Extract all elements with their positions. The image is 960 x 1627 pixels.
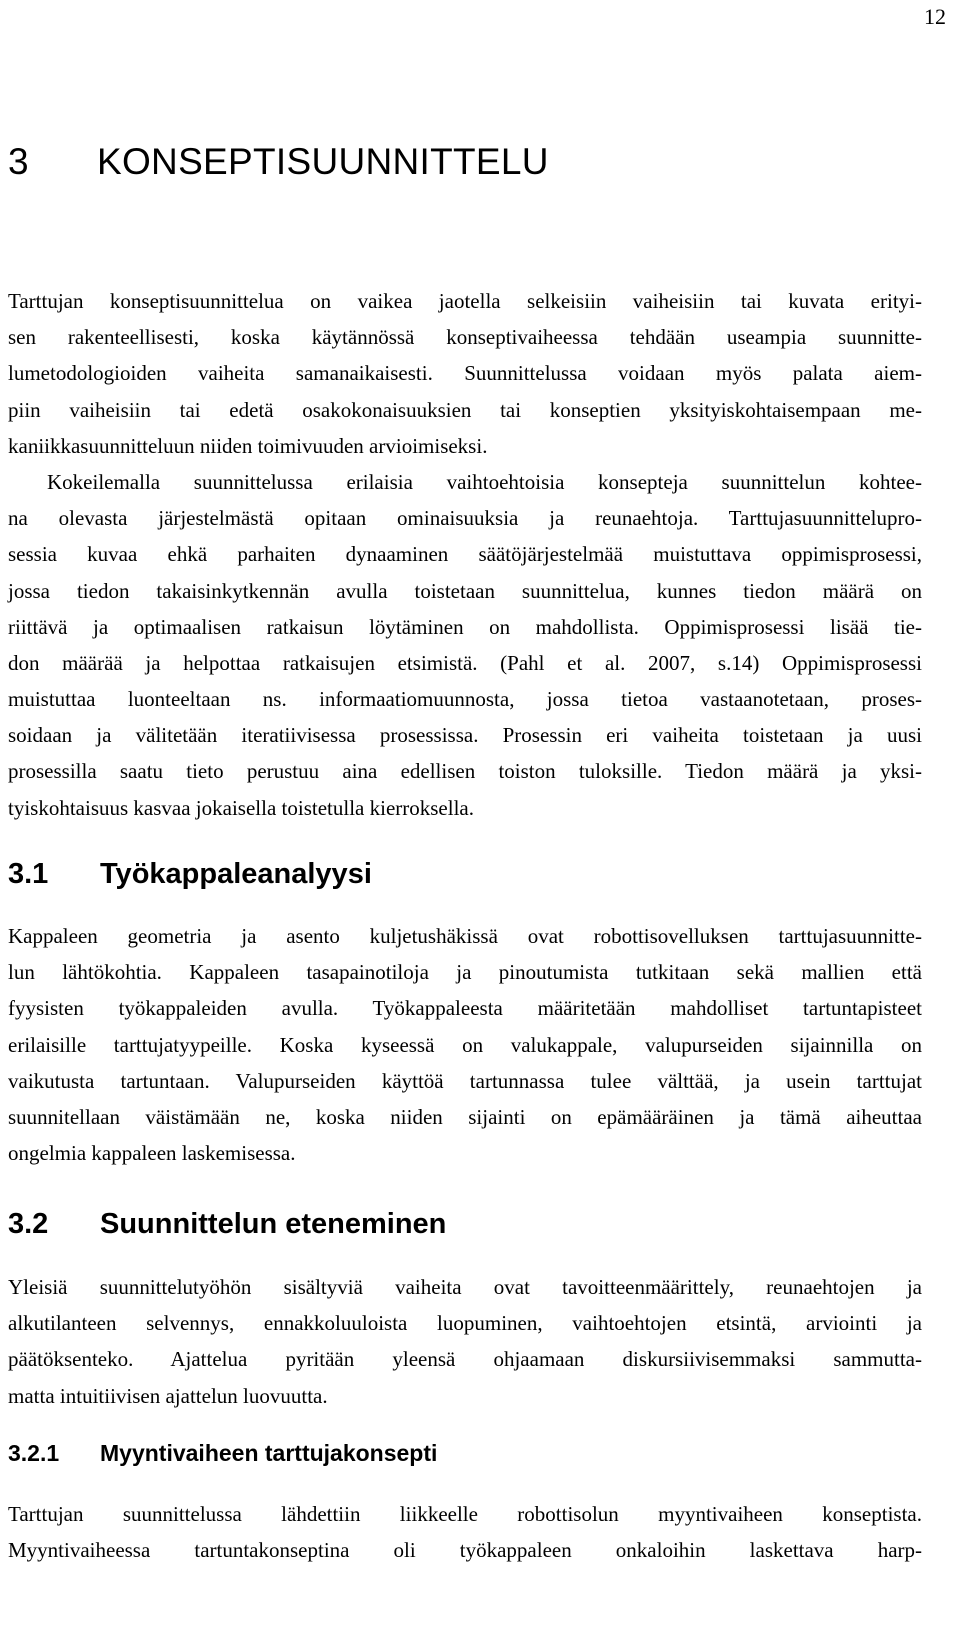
text-line: piin vaiheisiin tai edetä osakokonaisuuksien tai konseptien yksityiskohtaisempaan me-: [8, 397, 922, 422]
section-number: 3.2: [8, 1208, 49, 1240]
text-line: jossa tiedon takaisinkytkennän avulla toistetaan suunnittelua, kunnes tiedon määrä on: [8, 578, 922, 603]
text-line: muistuttaa luonteeltaan ns. informaatiomuunnosta, jossa tietoa vastaanotetaan, proses-: [8, 687, 922, 712]
text-line: alkutilanteen selvennys, ennakkoluuloista luopuminen, vaihtoehtojen etsintä, arviointi ja: [8, 1311, 922, 1336]
text-line: Myyntivaiheessa tartuntakonseptina oli työkappaleen onkaloihin laskettava harp-: [8, 1538, 922, 1563]
chapter-number: 3: [8, 141, 29, 182]
page-number: 12: [924, 4, 946, 29]
section-3-2-1-paragraph: [8, 1496, 922, 1568]
section-title: Suunnittelun eteneminen: [100, 1208, 447, 1240]
text-line: riittävä ja optimaalisen ratkaisun löytäminen on mahdollista. Oppimisprosessi lisää tie-: [8, 614, 922, 639]
intro-paragraph: [8, 283, 922, 826]
section-3-2-heading: [8, 1208, 446, 1241]
text-line: sen rakenteellisesti, koska käytännössä konseptivaiheessa tehdään useampia suunnitte-: [8, 325, 922, 350]
text-line: Kappaleen geometria ja asento kuljetushäkissä ovat robottisovelluksen tarttujasuunnitte-: [8, 924, 922, 948]
text-line: Tarttujan suunnittelussa lähdettiin liikkeelle robottisolun myyntivaiheen konseptista.: [8, 1502, 922, 1526]
section-number: 3.2.1: [8, 1440, 60, 1466]
text-line: fyysisten työkappaleiden avulla. Työkappaleesta määritetään mahdolliset tartuntapisteet: [8, 996, 922, 1021]
text-line: Kokeilemalla suunnittelussa erilaisia vaihtoehtoisia konsepteja suunnittelun kohtee-: [47, 469, 922, 494]
text-line: ongelmia kappaleen laskemisessa.: [8, 1141, 296, 1166]
section-3-1-heading: [8, 858, 372, 891]
text-line: prosessilla saatu tieto perustuu aina edellisen toiston tuloksille. Tiedon määrä ja yksi-: [8, 759, 922, 784]
section-title: Työkappaleanalyysi: [100, 858, 372, 890]
text-line: matta intuitiivisen ajattelun luovuutta.: [8, 1383, 328, 1408]
text-line: päätöksenteko. Ajattelua pyritään yleensä ohjaamaan diskursiivisemmaksi sammutta-: [8, 1347, 922, 1372]
text-line: soidaan ja välitetään iteratiivisessa prosessissa. Prosessin eri vaiheita toistetaan ja uusi: [8, 723, 922, 748]
section-3-2-1-heading: [8, 1440, 437, 1467]
text-line: Tarttujan konseptisuunnittelua on vaikea jaotella selkeisiin vaiheisiin tai kuvata erityi-: [8, 289, 922, 313]
chapter-title: KONSEPTISUUNNITTELU: [97, 141, 549, 182]
text-line: suunnitellaan väistämään ne, koska niiden sijainti on epämääräinen ja tämä aiheuttaa: [8, 1104, 922, 1129]
text-line: tyiskohtaisuus kasvaa jokaisella toistetulla kierroksella.: [8, 795, 474, 820]
text-line: lun lähtökohtia. Kappaleen tasapainotiloja ja pinoutumista tutkitaan sekä mallien että: [8, 960, 922, 985]
text-line: don määrää ja helpottaa ratkaisujen etsimistä. (Pahl et al. 2007, s.14) Oppimisprosessi: [8, 650, 922, 675]
text-line: Yleisiä suunnittelutyöhön sisältyviä vaiheita ovat tavoitteenmäärittely, reunaehtojen ja: [8, 1275, 922, 1299]
section-number: 3.1: [8, 858, 49, 890]
section-3-1-paragraph: [8, 918, 922, 1171]
section-title: Myyntivaiheen tarttujakonsepti: [100, 1440, 438, 1466]
text-line: erilaisille tarttujatyypeille. Koska kyseessä on valukappale, valupurseiden sijainnilla on: [8, 1032, 922, 1057]
chapter-heading: [8, 141, 549, 183]
section-3-2-paragraph: [8, 1269, 922, 1414]
text-line: na olevasta järjestelmästä opitaan ominaisuuksia ja reunaehtoja. Tarttujasuunnittelupro-: [8, 506, 922, 531]
text-line: vaikutusta tartuntaan. Valupurseiden käyttöä tartunnassa tulee välttää, ja usein tarttujat: [8, 1068, 922, 1093]
text-line: kaniikkasuunnitteluun niiden toimivuuden arvioimiseksi.: [8, 433, 488, 458]
text-line: lumetodologioiden vaiheita samanaikaisesti. Suunnittelussa voidaan myös palata aiem-: [8, 361, 922, 386]
text-line: sessia kuvaa ehkä parhaiten dynaaminen säätöjärjestelmää muistuttava oppimisprosessi,: [8, 542, 922, 567]
